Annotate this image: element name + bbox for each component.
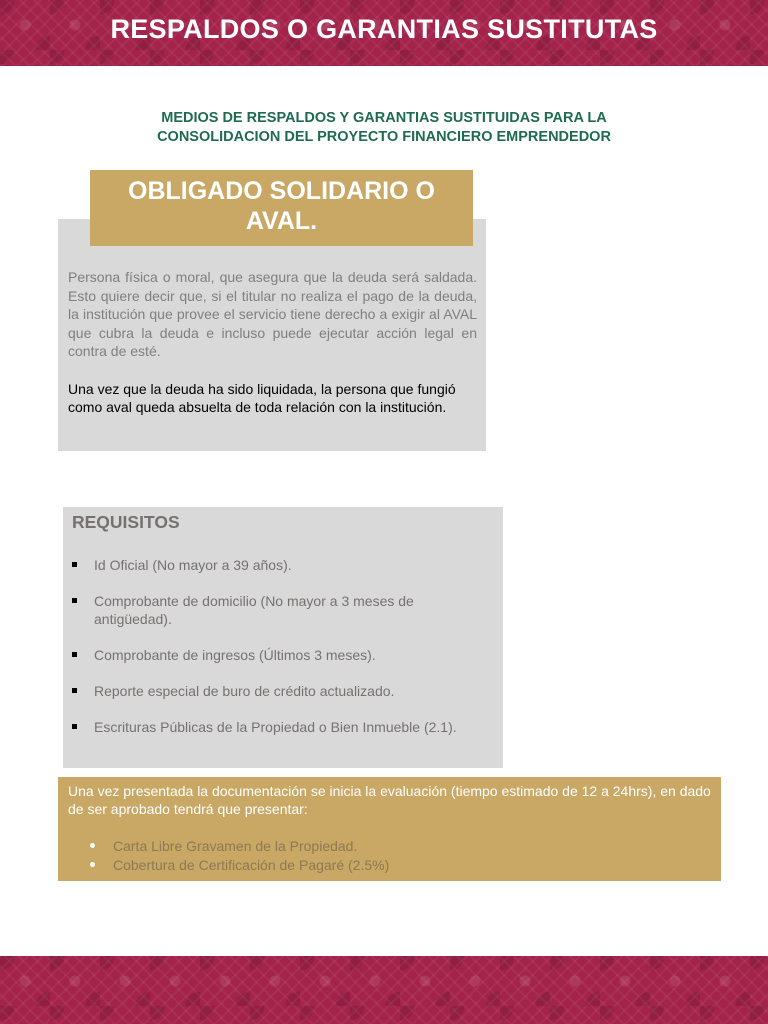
evaluacion-item-text: Cobertura de Certificación de Pagaré (2.5%) [113,856,390,873]
aval-title-line-2: AVAL. [245,207,318,235]
square-bullet-icon [72,562,77,567]
section-subheading [0,109,768,147]
requisito-item [72,718,492,736]
round-bullet-icon [90,862,95,867]
evaluacion-list [88,837,688,874]
requisito-item [72,646,492,664]
aval-title [90,176,473,236]
requisito-text: Comprobante de domicilio (No mayor a 3 meses de antigüedad). [94,593,414,627]
header-banner [0,0,768,66]
requisito-item [72,556,492,574]
requisito-text: Reporte especial de buro de crédito actualizado. [94,683,395,699]
requisito-text: Comprobante de ingresos (Últimos 3 meses). [94,647,376,663]
square-bullet-icon [72,688,77,693]
requisitos-list [72,556,492,754]
round-bullet-icon [90,843,95,848]
requisito-item [72,592,492,628]
requisito-item [72,682,492,700]
requisito-text: Id Oficial (No mayor a 39 años). [94,557,292,573]
evaluacion-item [88,856,688,875]
aval-title-box [90,170,473,246]
page-title: RESPALDOS O GARANTIAS SUSTITUTAS [110,14,658,44]
evaluacion-item-text: Carta Libre Gravamen de la Propiedad. [113,838,358,854]
square-bullet-icon [72,724,77,729]
square-bullet-icon [72,652,77,657]
subheading-line-1: MEDIOS DE RESPALDOS Y GARANTIAS SUSTITUIDAS PARA LA [161,110,607,126]
evaluacion-text: Una vez presentada la documentación se inicia la evaluación (tiempo estimado de 12 a 24hrs), en dado de ser aprobado tendrá que presentar: [68,783,711,817]
aval-title-line-1: OBLIGADO SOLIDARIO O [128,177,435,205]
aval-note: Una vez que la deuda ha sido liquidada, la persona que fungió como aval queda absuelta de toda relación con la institución. [68,381,456,415]
requisitos-title: REQUISITOS [72,512,180,532]
aval-description: Persona física o moral, que asegura que la deuda será saldada. Esto quiere decir que, si el titular no realiza el pago de la deuda, la institución que provee el servicio tiene derecho a exigir al AVAL que cubra la deuda e incluso puede ejecutar acción legal en contra de esté. [68,269,477,359]
requisito-text: Escrituras Públicas de la Propiedad o Bien Inmueble (2.1). [94,719,457,735]
evaluacion-item [88,837,688,856]
subheading-line-2: CONSOLIDACION DEL PROYECTO FINANCIERO EMPRENDEDOR [157,129,611,145]
square-bullet-icon [72,598,77,603]
footer-banner [0,956,768,1024]
